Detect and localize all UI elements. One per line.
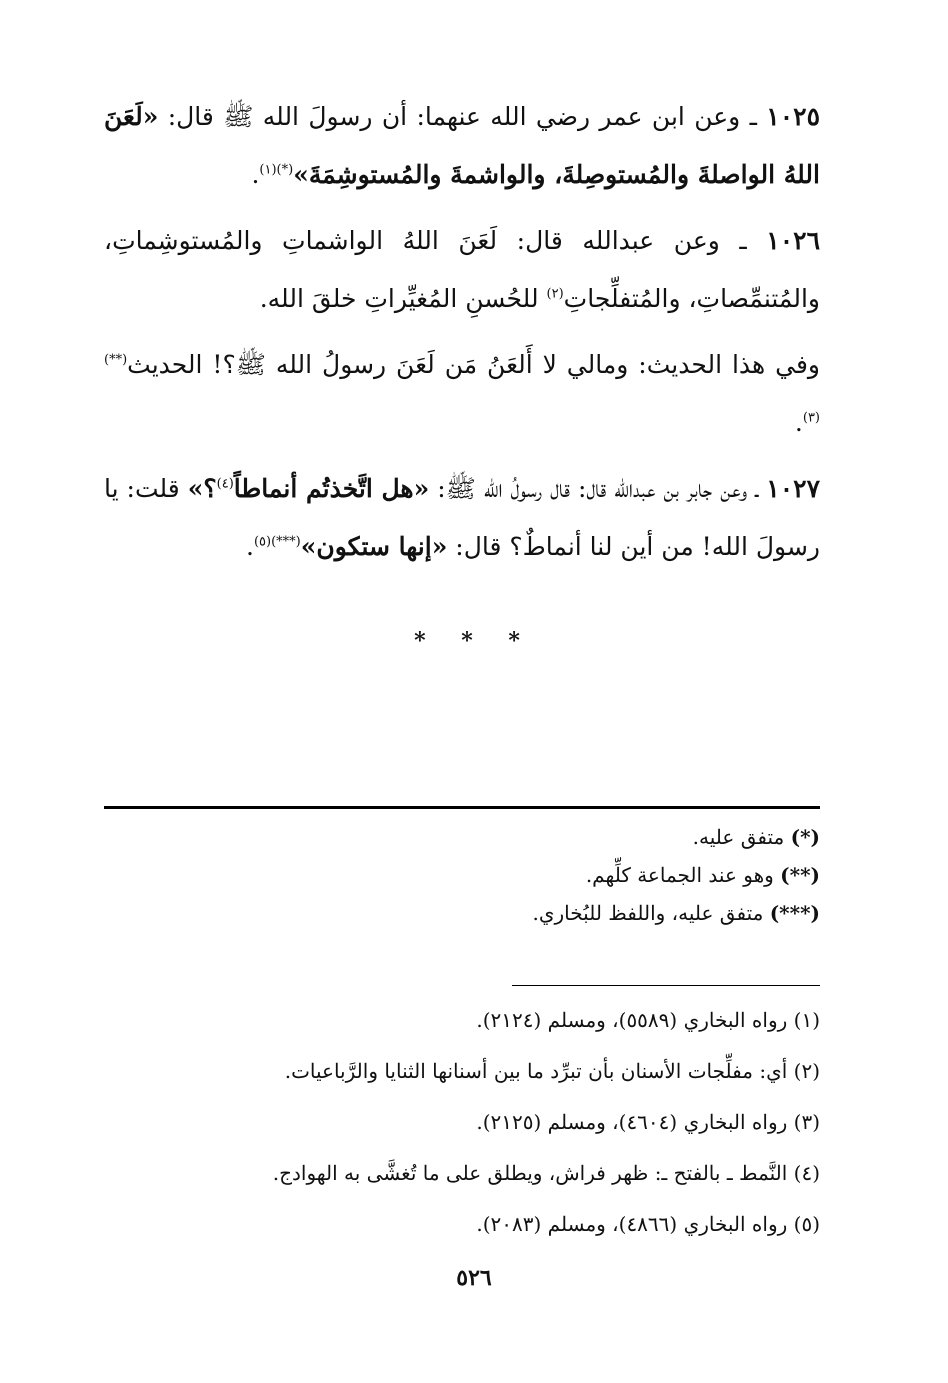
page-number: ٥٢٦	[456, 1265, 492, 1291]
main-text	[104, 88, 820, 584]
hadith-1025	[104, 88, 820, 204]
hadith-1027	[104, 460, 820, 576]
star-note-text: متفق عليه.	[692, 825, 791, 849]
star-notes	[104, 818, 820, 932]
hadith-text: قلت: يا رسولَ الله! من أين لنا أنماطٌ؟ قال:	[104, 474, 820, 561]
star-note	[104, 818, 820, 856]
hadith-quote: «هل اتَّخذتُم أنماطاً	[233, 474, 430, 503]
hadith-text: ـ وعن جابر بن عبدالله قال: قال رسولُ الله ﷺ:	[429, 474, 767, 503]
star-mark: (**)	[780, 863, 820, 887]
hadith-text: ـ وعن عبدالله قال: لَعَنَ اللهُ الواشماتِ والمُستوشِماتِ، والمُتنمِّصاتِ، والمُتفلِّجاتِ	[104, 226, 820, 313]
hadith-text-end: .	[246, 532, 254, 561]
hadith-number: ١٠٢٥	[766, 102, 820, 131]
footnotes	[104, 995, 820, 1250]
hadith-quote: «إنها ستكون»	[300, 532, 448, 561]
star-note-text: وهو عند الجماعة كلِّهم.	[585, 863, 781, 887]
star-note	[104, 856, 820, 894]
footnote-marker: (*)(١)	[259, 162, 294, 178]
footnote: (٢) أي: مفلِّجات الأسنان بأن تبرِّد ما بين أسنانها الثنايا والرَّباعيات.	[284, 1059, 820, 1083]
footnote: (٣) رواه البخاري (٤٦٠٤)، ومسلم (٢١٢٥).	[476, 1110, 820, 1134]
footnote-marker: (**)(٣)	[104, 352, 820, 426]
hadith-quote: «لَعَنَ اللهُ الواصلةَ والمُستوصِلةَ، والواشمةَ والمُستوشِمَةَ»	[104, 102, 820, 189]
footnote: (١) رواه البخاري (٥٥٨٩)، ومسلم (٢١٢٤).	[476, 1008, 820, 1032]
hadith-quote-end: ؟»	[187, 474, 217, 503]
hadith-1026	[104, 212, 820, 328]
star-note	[104, 894, 820, 932]
hadith-number: ١٠٢٦	[766, 226, 820, 255]
section-separator: * * *	[414, 628, 534, 654]
footnote: (٥) رواه البخاري (٤٨٦٦)، ومسلم (٢٠٨٣).	[476, 1212, 820, 1236]
star-note-text: متفق عليه، واللفظ للبُخاري.	[532, 901, 770, 925]
footnote-marker: (٤)	[216, 476, 234, 492]
footnote-short-divider	[512, 985, 820, 986]
footnote-marker: (٢)	[546, 286, 564, 302]
star-mark: (***)	[769, 901, 820, 925]
hadith-text-end: للحُسنِ المُغيِّراتِ خلقَ الله.	[259, 284, 547, 313]
star-mark: (*)	[790, 825, 820, 849]
hadith-text: وفي هذا الحديث: ومالي لا أَلعَنُ مَن لَعَنَ رسولُ الله ﷺ؟! الحديث	[127, 350, 820, 379]
hadith-text-end: .	[251, 160, 260, 189]
hadith-1026-addition	[104, 336, 820, 452]
footnote-divider	[104, 806, 820, 809]
footnote-marker: (***)(٥)	[253, 534, 301, 550]
hadith-text: ـ وعن ابن عمر رضي الله عنهما: أن رسولَ الله ﷺ قال:	[158, 102, 767, 131]
hadith-text-end: .	[794, 408, 803, 437]
footnote: (٤) النَّمط ـ بالفتح ـ: ظهر فراش، ويطلق على ما تُغشَّى به الهوادج.	[272, 1161, 820, 1185]
hadith-number: ١٠٢٧	[766, 474, 820, 503]
